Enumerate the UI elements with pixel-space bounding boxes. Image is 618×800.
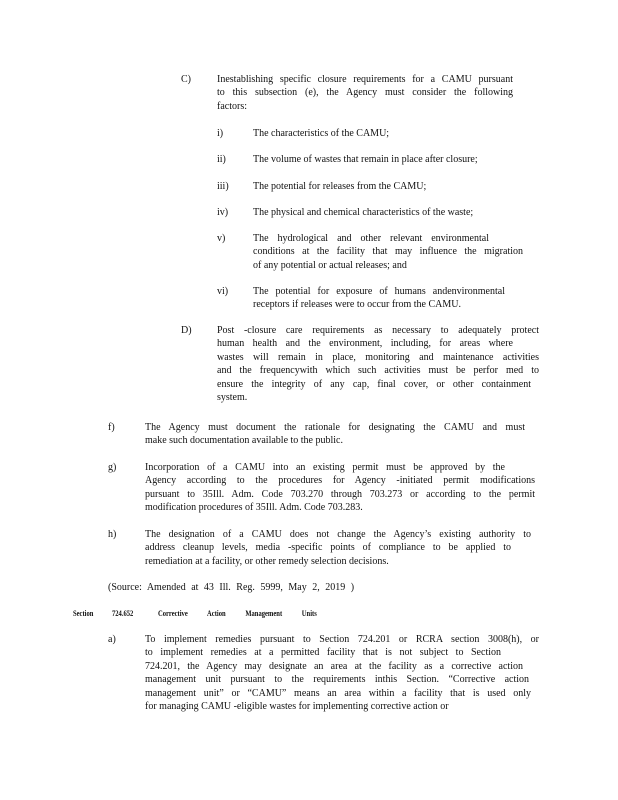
factor-i-marker: i)	[217, 128, 224, 139]
item-g-marker: g)	[108, 462, 117, 473]
factor-iv-marker: iv)	[217, 207, 229, 218]
text-line: factors:	[217, 100, 247, 112]
factor-vi-text	[253, 285, 523, 312]
factor-vi-marker: vi)	[217, 286, 229, 297]
text-line: ensure the integrity of any cap, final cover, or other containment	[217, 378, 531, 390]
text-line: Inestablishing specific closure requirements for a CAMU pursuant	[217, 74, 513, 85]
text-line: Agency according to the procedures for Agency -initiated permit modifications	[145, 475, 535, 487]
text-line: modification procedures of 35Ill. Adm. Code 703.283.	[145, 502, 363, 514]
text-line: to implement remedies at a permitted facility that is not subject to Section	[145, 647, 501, 659]
text-line: human health and the environment, including, for areas where	[217, 338, 513, 350]
factor-i-text	[253, 127, 515, 140]
item-h-marker: h)	[108, 529, 117, 540]
item-c-marker: C)	[181, 74, 191, 85]
text-line: The potential for exposure of humans andenvironmental	[253, 286, 505, 297]
text-line: remediation at a facility, or other remedy selection decisions.	[145, 555, 389, 567]
item-a-marker: a)	[108, 634, 116, 645]
item-g-text	[145, 461, 535, 515]
factor-iii-text	[253, 180, 515, 193]
text-line: and the frequencywith which such activities must be perfor med to	[217, 365, 539, 377]
text-line: to this subsection (e), the Agency must consider the following	[217, 87, 513, 99]
source-note: (Source: Amended at 43 Ill. Reg. 5999, May 2, 2019 )	[108, 582, 355, 593]
text-line: The Agency must document the rationale for designating the CAMU and must	[145, 422, 525, 433]
text-line: The hydrological and other relevant environmental	[253, 233, 489, 244]
text-line: 724.201, the Agency may designate an area at the facility as a corrective action	[145, 660, 523, 672]
section-title: Corrective Action Management Units	[158, 609, 317, 618]
text-line: system.	[217, 392, 248, 404]
item-h-text	[145, 528, 531, 568]
item-a-text	[145, 633, 539, 713]
text-line: receptors if releases were to occur from the CAMU.	[253, 299, 461, 311]
text-line: The designation of a CAMU does not change the Agency’s existing authority to	[145, 529, 531, 540]
text-line: make such documentation available to the public.	[145, 435, 343, 447]
text-line: pursuant to 35Ill. Adm. Code 703.270 through 703.273 or according to the permit	[145, 488, 535, 500]
section-word: Section	[73, 609, 94, 618]
text-line: To implement remedies pursuant to Section 724.201 or RCRA section 3008(h), or	[145, 634, 539, 645]
text-line: Incorporation of a CAMU into an existing permit must be approved by the	[145, 462, 505, 473]
text-line: The characteristics of the CAMU;	[253, 128, 390, 139]
text-line: management unit pursuant to the requirements inthis Section. “Corrective action	[145, 674, 529, 686]
text-line: The volume of wastes that remain in place after closure;	[253, 154, 478, 165]
text-line: The physical and chemical characteristics of the waste;	[253, 207, 474, 218]
item-f-marker: f)	[108, 422, 115, 433]
text-line: address cleanup levels, media -specific points of compliance to be applied to	[145, 542, 511, 554]
text-line: The potential for releases from the CAMU;	[253, 181, 427, 192]
text-line: conditions at the facility that may influence the migration	[253, 246, 523, 258]
factor-iii-marker: iii)	[217, 181, 229, 192]
factor-ii-marker: ii)	[217, 154, 226, 165]
factor-v-text	[253, 232, 523, 272]
text-line: wastes will remain in place, monitoring and maintenance activities	[217, 351, 539, 363]
item-d-text	[217, 324, 539, 404]
factor-ii-text	[253, 153, 519, 166]
text-line: management unit” or “CAMU” means an area within a facility that is used only	[145, 687, 531, 699]
item-c-text	[217, 73, 513, 113]
item-f-text	[145, 421, 525, 448]
section-number: 724.652	[112, 609, 134, 618]
factor-iv-text	[253, 206, 519, 219]
item-d-marker: D)	[181, 325, 192, 336]
text-line: of any potential or actual releases; and	[253, 259, 407, 271]
factor-v-marker: v)	[217, 233, 226, 244]
text-line: Post -closure care requirements as necessary to adequately protect	[217, 325, 539, 336]
text-line: for managing CAMU -eligible wastes for implementing corrective action or	[145, 701, 449, 713]
